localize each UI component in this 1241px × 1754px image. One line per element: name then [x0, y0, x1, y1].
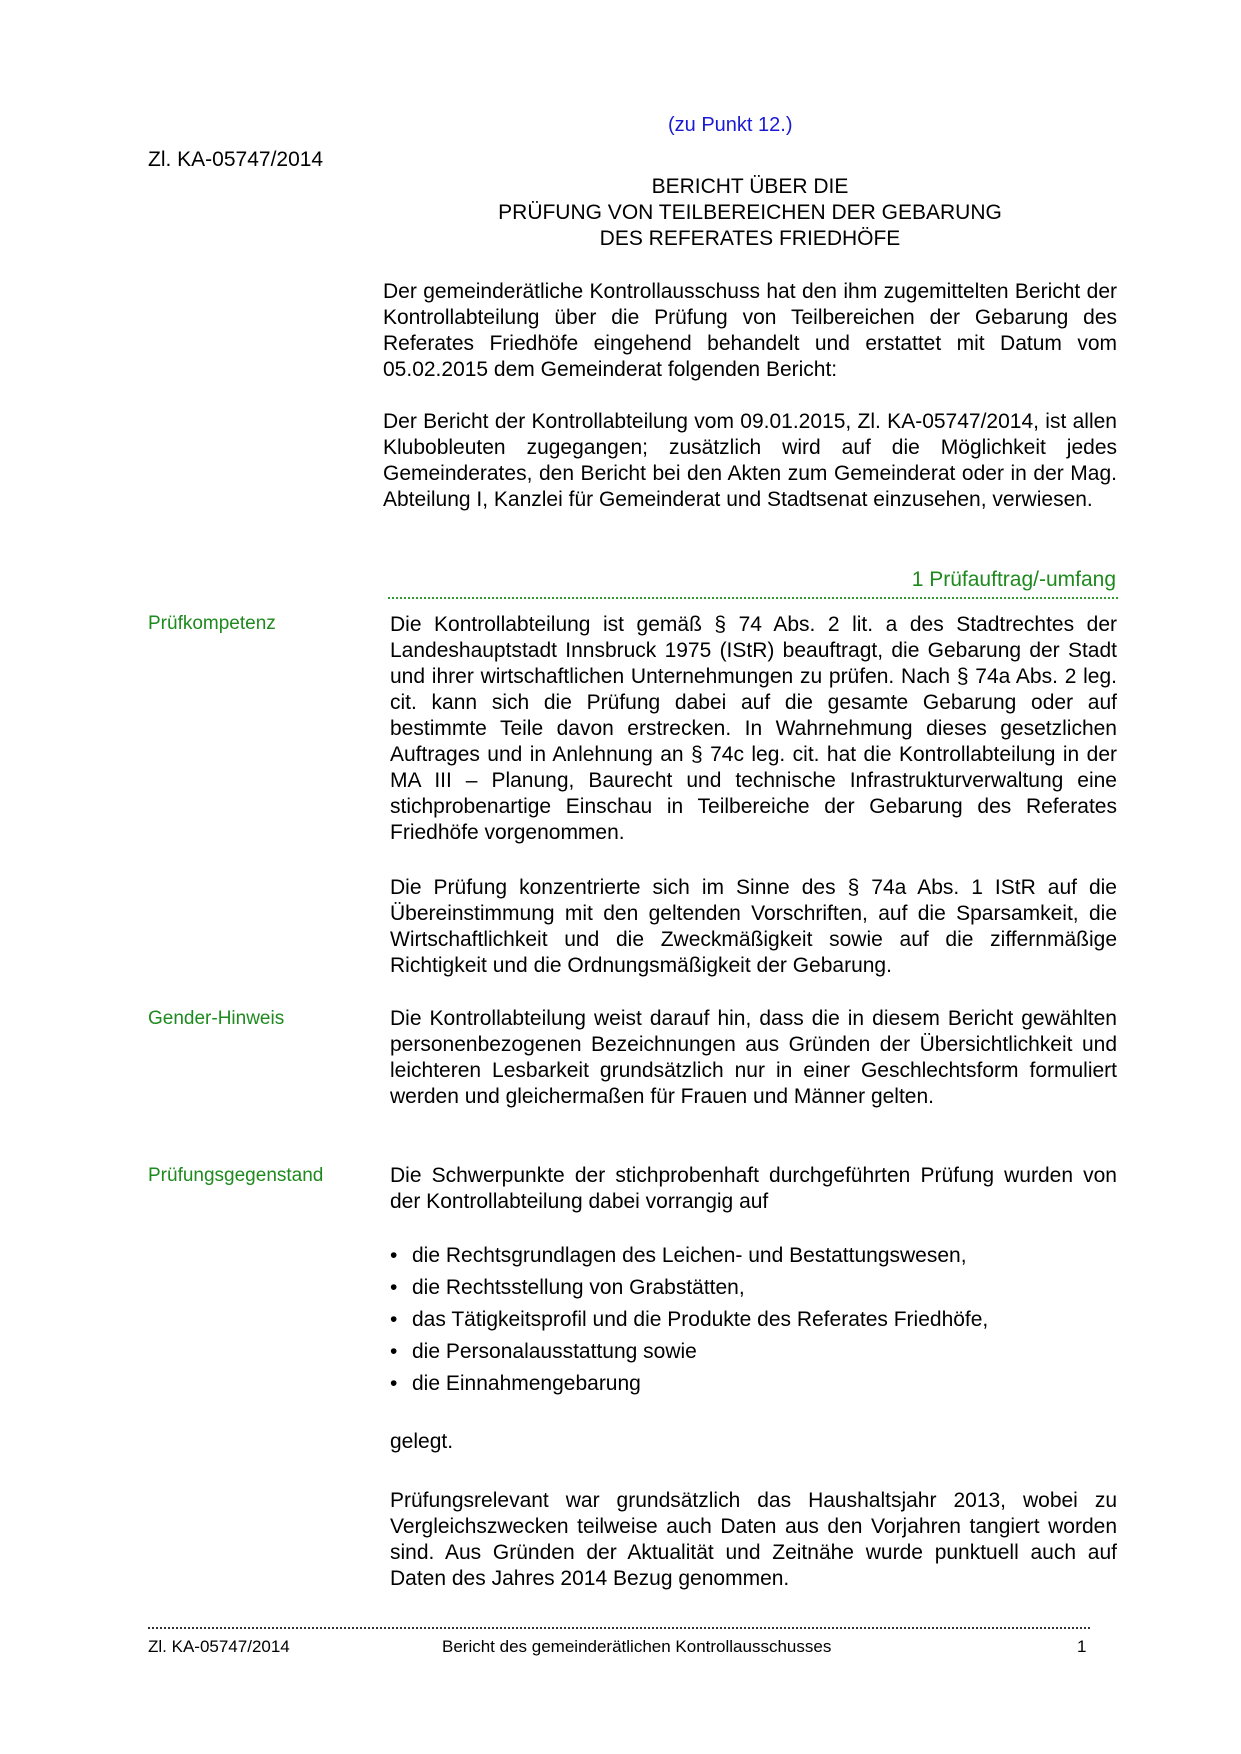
report-title [385, 174, 1115, 252]
footer-divider [148, 1627, 1090, 1629]
list-item: • die Personalausstattung sowie [390, 1336, 1117, 1368]
section-heading: 1 Prüfauftrag/-umfang [911, 568, 1116, 591]
margin-label-pruefkompetenz: Prüfkompetenz [148, 613, 276, 634]
margin-label-gender: Gender-Hinweis [148, 1008, 285, 1029]
agenda-reference: (zu Punkt 12.) [668, 114, 793, 136]
bullet-icon: • [390, 1372, 398, 1395]
pruefung-scope-paragraph: Die Prüfung konzentrierte sich im Sinne des § 74a Abs. 1 IStR auf die Übereinstimmung mit den geltenden Vorschriften, auf die Sparsamkeit, die Wirtschaftlichkeit und die Zweckmäßigkeit sowie auf die ziffernmäßige Richtigkeit und die Ordnungsmäßigkeit der Gebarung. [390, 876, 1117, 977]
title-line-3: DES REFERATES FRIEDHÖFE [599, 227, 901, 250]
bullet-icon: • [390, 1276, 398, 1299]
intro-paragraph-2: Der Bericht der Kontrollabteilung vom 09.01.2015, Zl. KA-05747/2014, ist allen Klubobleuten zugegangen; zusätzlich wird auf die Möglichkeit jedes Gemeinderates, den Bericht bei den Akten zum Gemeinderat oder in der Mag. Abteilung I, Kanzlei für Gemeinderat und Stadtsenat einzusehen, verwiesen. [383, 410, 1117, 511]
footer-file-number: Zl. KA-05747/2014 [148, 1637, 290, 1656]
focus-list [390, 1240, 1117, 1400]
file-number: Zl. KA-05747/2014 [148, 148, 324, 171]
pruefkompetenz-paragraph: Die Kontrollabteilung ist gemäß § 74 Abs. 2 lit. a des Stadtrechtes der Landeshauptstadt Innsbruck 1975 (IStR) beauftragt, die Gebarung der Stadt und ihrer wirtschaftlichen Unternehmungen zu prüfen. Nach § 74a Abs. 2 leg. cit. kann sich die Prüfung dabei auf die gesamte Gebarung oder auf bestimmte Teile davon erstrecken. In Wahrnehmung dieses gesetzlichen Auftrages und in Anlehnung an § 74c leg. cit. hat die Kontrollabteilung in der MA III – Planung, Baurecht und technische Infrastrukturverwaltung eine stichprobenartige Einschau in Teilbereiche der Gebarung des Referates Friedhöfe vorgenommen. [390, 613, 1117, 844]
bullet-icon: • [390, 1340, 398, 1363]
page-number: 1 [1077, 1637, 1087, 1656]
intro-paragraph-1: Der gemeinderätliche Kontrollausschuss hat den ihm zugemittelten Bericht der Kontrollabteilung über die Prüfung von Teilbereichen der Gebarung des Referates Friedhöfe eingehend behandelt und erstattet mit Datum vom 05.02.2015 dem Gemeinderat folgenden Bericht: [383, 280, 1117, 381]
margin-label-gegenstand: Prüfungsgegenstand [148, 1165, 324, 1186]
gegenstand-paragraph: Die Schwerpunkte der stichprobenhaft durchgeführten Prüfung wurden von der Kontrollabteilung dabei vorrangig auf [390, 1164, 1117, 1213]
relevance-paragraph: Prüfungsrelevant war grundsätzlich das Haushaltsjahr 2013, wobei zu Vergleichszwecken teilweise auch Daten aus den Vorjahren tangiert worden sind. Aus Gründen der Aktualität und Zeitnähe wurde punktuell auch auf Daten des Jahres 2014 Bezug genommen. [390, 1489, 1117, 1590]
footer-report-name: Bericht des gemeinderätlichen Kontrollausschusses [442, 1637, 832, 1656]
list-item: • die Rechtsstellung von Grabstätten, [390, 1272, 1117, 1304]
list-item: • die Einnahmengebarung [390, 1368, 1117, 1400]
section-divider [388, 597, 1118, 599]
gelegt-text: gelegt. [390, 1430, 454, 1453]
title-line-1: BERICHT ÜBER DIE [651, 175, 849, 198]
list-item: • die Rechtsgrundlagen des Leichen- und Bestattungswesen, [390, 1240, 1117, 1272]
bullet-icon: • [390, 1244, 398, 1267]
list-item: • das Tätigkeitsprofil und die Produkte des Referates Friedhöfe, [390, 1304, 1117, 1336]
gender-paragraph: Die Kontrollabteilung weist darauf hin, dass die in diesem Bericht gewählten personenbezogenen Bezeichnungen aus Gründen der Übersichtlichkeit und leichteren Lesbarkeit grundsätzlich nur in einer Geschlechtsform formuliert werden und gleichermaßen für Frauen und Männer gelten. [390, 1007, 1117, 1108]
title-line-2: PRÜFUNG VON TEILBEREICHEN DER GEBARUNG [498, 201, 1002, 224]
bullet-icon: • [390, 1308, 398, 1331]
